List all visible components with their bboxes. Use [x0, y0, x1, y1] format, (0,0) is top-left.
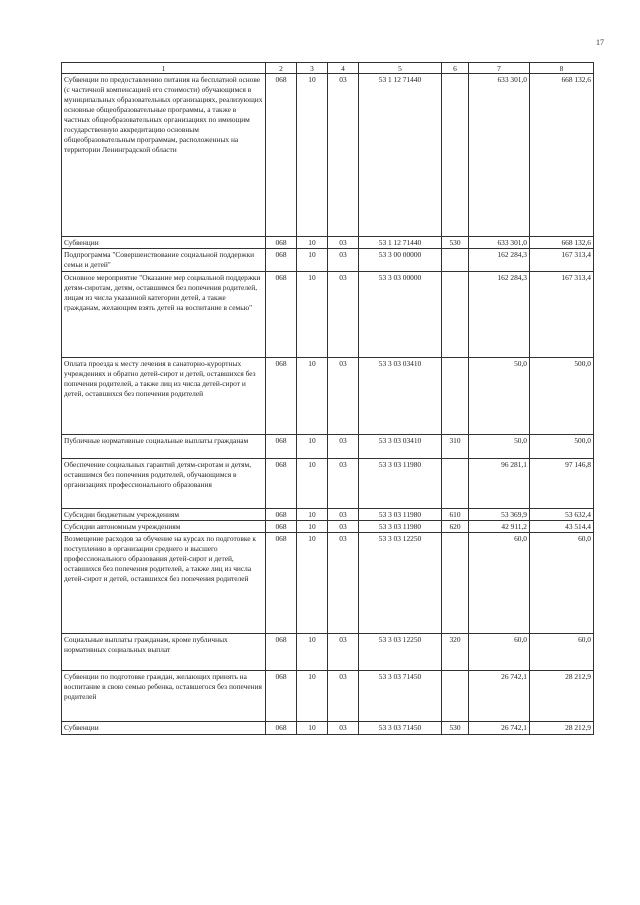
header-cell: 5	[359, 63, 442, 74]
table-row	[62, 521, 594, 533]
col-section: 10	[297, 509, 328, 521]
col-amount-2: 42 911,2	[469, 521, 530, 533]
col-target-article: 53 3 03 12250	[359, 634, 442, 671]
col-ministry-code: 068	[266, 533, 297, 634]
col-target-article: 53 3 03 11980	[359, 459, 442, 509]
col-expense-type	[442, 671, 469, 722]
col-target-article: 53 3 03 71450	[359, 671, 442, 722]
col-ministry-code: 068	[266, 74, 297, 237]
col-subsection: 03	[328, 272, 359, 358]
col-section: 10	[297, 237, 328, 249]
col-subsection: 03	[328, 634, 359, 671]
col-amount-2: 633 301,0	[469, 74, 530, 237]
col-section: 10	[297, 634, 328, 671]
row-name: Оплата проезда к месту лечения в санаторно-курортных учреждениях и обратно детей-сирот и детей, оставшихся без попечения родителей, а также лиц из числа детей-сирот и детей, оставшихся без попечения родителей	[62, 358, 266, 435]
row-name: Субвенции	[62, 722, 266, 735]
col-section: 10	[297, 74, 328, 237]
col-expense-type: 610	[442, 509, 469, 521]
col-amount-3: 500,0	[530, 358, 594, 435]
col-expense-type: 310	[442, 435, 469, 459]
col-amount-3: 668 132,6	[530, 74, 594, 237]
col-expense-type	[442, 249, 469, 272]
col-amount-3: 167 313,4	[530, 249, 594, 272]
table-row	[62, 459, 594, 509]
col-subsection: 03	[328, 722, 359, 735]
col-expense-type: 620	[442, 521, 469, 533]
row-name: Субвенции по предоставлению питания на бесплатной основе (с частичной компенсацией его стоимости) обучающимся в муниципальных образовательных организациях, реализующих основные общеобразовательные программы, а также в частных общеобразовательных организациях по имеющим государственную аккредитацию основным общеобразовательным программам, расположенных на территории Ленинградской области	[62, 74, 266, 237]
col-section: 10	[297, 272, 328, 358]
header-cell: 3	[297, 63, 328, 74]
col-subsection: 03	[328, 435, 359, 459]
col-amount-2: 633 301,0	[469, 237, 530, 249]
col-section: 10	[297, 671, 328, 722]
col-amount-2: 96 281,1	[469, 459, 530, 509]
col-target-article: 53 3 03 00000	[359, 272, 442, 358]
col-target-article: 53 3 03 71450	[359, 722, 442, 735]
header-cell: 1	[62, 63, 266, 74]
row-name: Субвенции	[62, 237, 266, 249]
col-expense-type	[442, 533, 469, 634]
col-amount-2: 50,0	[469, 358, 530, 435]
col-amount-3: 167 313,4	[530, 272, 594, 358]
budget-table	[61, 62, 594, 735]
col-ministry-code: 068	[266, 358, 297, 435]
row-name: Субвенции по подготовке граждан, желающих принять на воспитание в свою семью ребенка, оставшегося без попечения родителей	[62, 671, 266, 722]
col-subsection: 03	[328, 521, 359, 533]
row-name: Субсидии бюджетным учреждениям	[62, 509, 266, 521]
col-amount-3: 28 212,9	[530, 722, 594, 735]
col-section: 10	[297, 435, 328, 459]
table-row	[62, 722, 594, 735]
col-amount-2: 26 742,1	[469, 722, 530, 735]
col-ministry-code: 068	[266, 459, 297, 509]
col-subsection: 03	[328, 509, 359, 521]
col-amount-3: 97 146,8	[530, 459, 594, 509]
col-amount-3: 500,0	[530, 435, 594, 459]
col-amount-3: 53 632,4	[530, 509, 594, 521]
col-ministry-code: 068	[266, 509, 297, 521]
col-ministry-code: 068	[266, 249, 297, 272]
col-subsection: 03	[328, 459, 359, 509]
col-amount-2: 50,0	[469, 435, 530, 459]
col-ministry-code: 068	[266, 521, 297, 533]
col-target-article: 53 1 12 71440	[359, 74, 442, 237]
col-target-article: 53 3 00 00000	[359, 249, 442, 272]
row-name: Основное мероприятие "Оказание мер социальной поддержки детям-сиротам, детям, оставшимся без попечения родителей, лицам из числа указанной категории детей, а также гражданам, желающим взять детей на воспитание в семью"	[62, 272, 266, 358]
col-expense-type: 320	[442, 634, 469, 671]
table-row	[62, 358, 594, 435]
col-subsection: 03	[328, 237, 359, 249]
col-ministry-code: 068	[266, 671, 297, 722]
col-subsection: 03	[328, 533, 359, 634]
col-section: 10	[297, 521, 328, 533]
col-target-article: 53 3 03 03410	[359, 358, 442, 435]
row-name: Возмещение расходов за обучение на курсах по подготовке к поступлению в организации среднего и высшего профессионального образования детей-сирот и детей, оставшихся без попечения родителей, а также лиц из числа детей-сирот и детей, оставшихся без попечения родителей	[62, 533, 266, 634]
col-amount-3: 668 132,6	[530, 237, 594, 249]
row-name: Публичные нормативные социальные выплаты гражданам	[62, 435, 266, 459]
col-ministry-code: 068	[266, 722, 297, 735]
header-cell: 8	[530, 63, 594, 74]
table-row	[62, 435, 594, 459]
table-row	[62, 634, 594, 671]
col-section: 10	[297, 459, 328, 509]
header-cell: 7	[469, 63, 530, 74]
row-name: Социальные выплаты гражданам, кроме публичных нормативных социальных выплат	[62, 634, 266, 671]
table-header-row	[62, 63, 594, 74]
col-amount-3: 28 212,9	[530, 671, 594, 722]
table-row	[62, 509, 594, 521]
col-expense-type	[442, 459, 469, 509]
row-name: Субсидии автономным учреждениям	[62, 521, 266, 533]
col-expense-type	[442, 272, 469, 358]
header-cell: 2	[266, 63, 297, 74]
col-target-article: 53 3 03 11980	[359, 521, 442, 533]
table-row	[62, 533, 594, 634]
col-expense-type	[442, 358, 469, 435]
col-subsection: 03	[328, 671, 359, 722]
col-section: 10	[297, 533, 328, 634]
col-amount-2: 26 742,1	[469, 671, 530, 722]
col-amount-2: 162 284,3	[469, 272, 530, 358]
col-target-article: 53 3 03 12250	[359, 533, 442, 634]
col-section: 10	[297, 722, 328, 735]
col-ministry-code: 068	[266, 435, 297, 459]
header-cell: 6	[442, 63, 469, 74]
col-section: 10	[297, 358, 328, 435]
col-ministry-code: 068	[266, 272, 297, 358]
table-row	[62, 272, 594, 358]
header-cell: 4	[328, 63, 359, 74]
col-amount-2: 53 369,9	[469, 509, 530, 521]
col-subsection: 03	[328, 249, 359, 272]
col-expense-type	[442, 74, 469, 237]
col-amount-3: 43 514,4	[530, 521, 594, 533]
row-name: Подпрограмма "Совершенствование социальной поддержки семьи и детей"	[62, 249, 266, 272]
col-ministry-code: 068	[266, 237, 297, 249]
col-amount-2: 60,0	[469, 634, 530, 671]
col-amount-2: 162 284,3	[469, 249, 530, 272]
col-expense-type: 530	[442, 237, 469, 249]
table-row	[62, 237, 594, 249]
table-row	[62, 249, 594, 272]
col-amount-2: 60,0	[469, 533, 530, 634]
col-target-article: 53 3 03 03410	[359, 435, 442, 459]
table-row	[62, 671, 594, 722]
col-subsection: 03	[328, 358, 359, 435]
col-section: 10	[297, 249, 328, 272]
row-name: Обеспечение социальных гарантий детям-сиротам и детям, оставшимся без попечения родителей, обучающимся в организациях профессионального образования	[62, 459, 266, 509]
col-amount-3: 60,0	[530, 634, 594, 671]
col-subsection: 03	[328, 74, 359, 237]
col-amount-3: 60,0	[530, 533, 594, 634]
page-number: 17	[596, 38, 604, 47]
col-ministry-code: 068	[266, 634, 297, 671]
table-row	[62, 74, 594, 237]
col-target-article: 53 3 03 11980	[359, 509, 442, 521]
col-expense-type: 530	[442, 722, 469, 735]
col-target-article: 53 1 12 71440	[359, 237, 442, 249]
